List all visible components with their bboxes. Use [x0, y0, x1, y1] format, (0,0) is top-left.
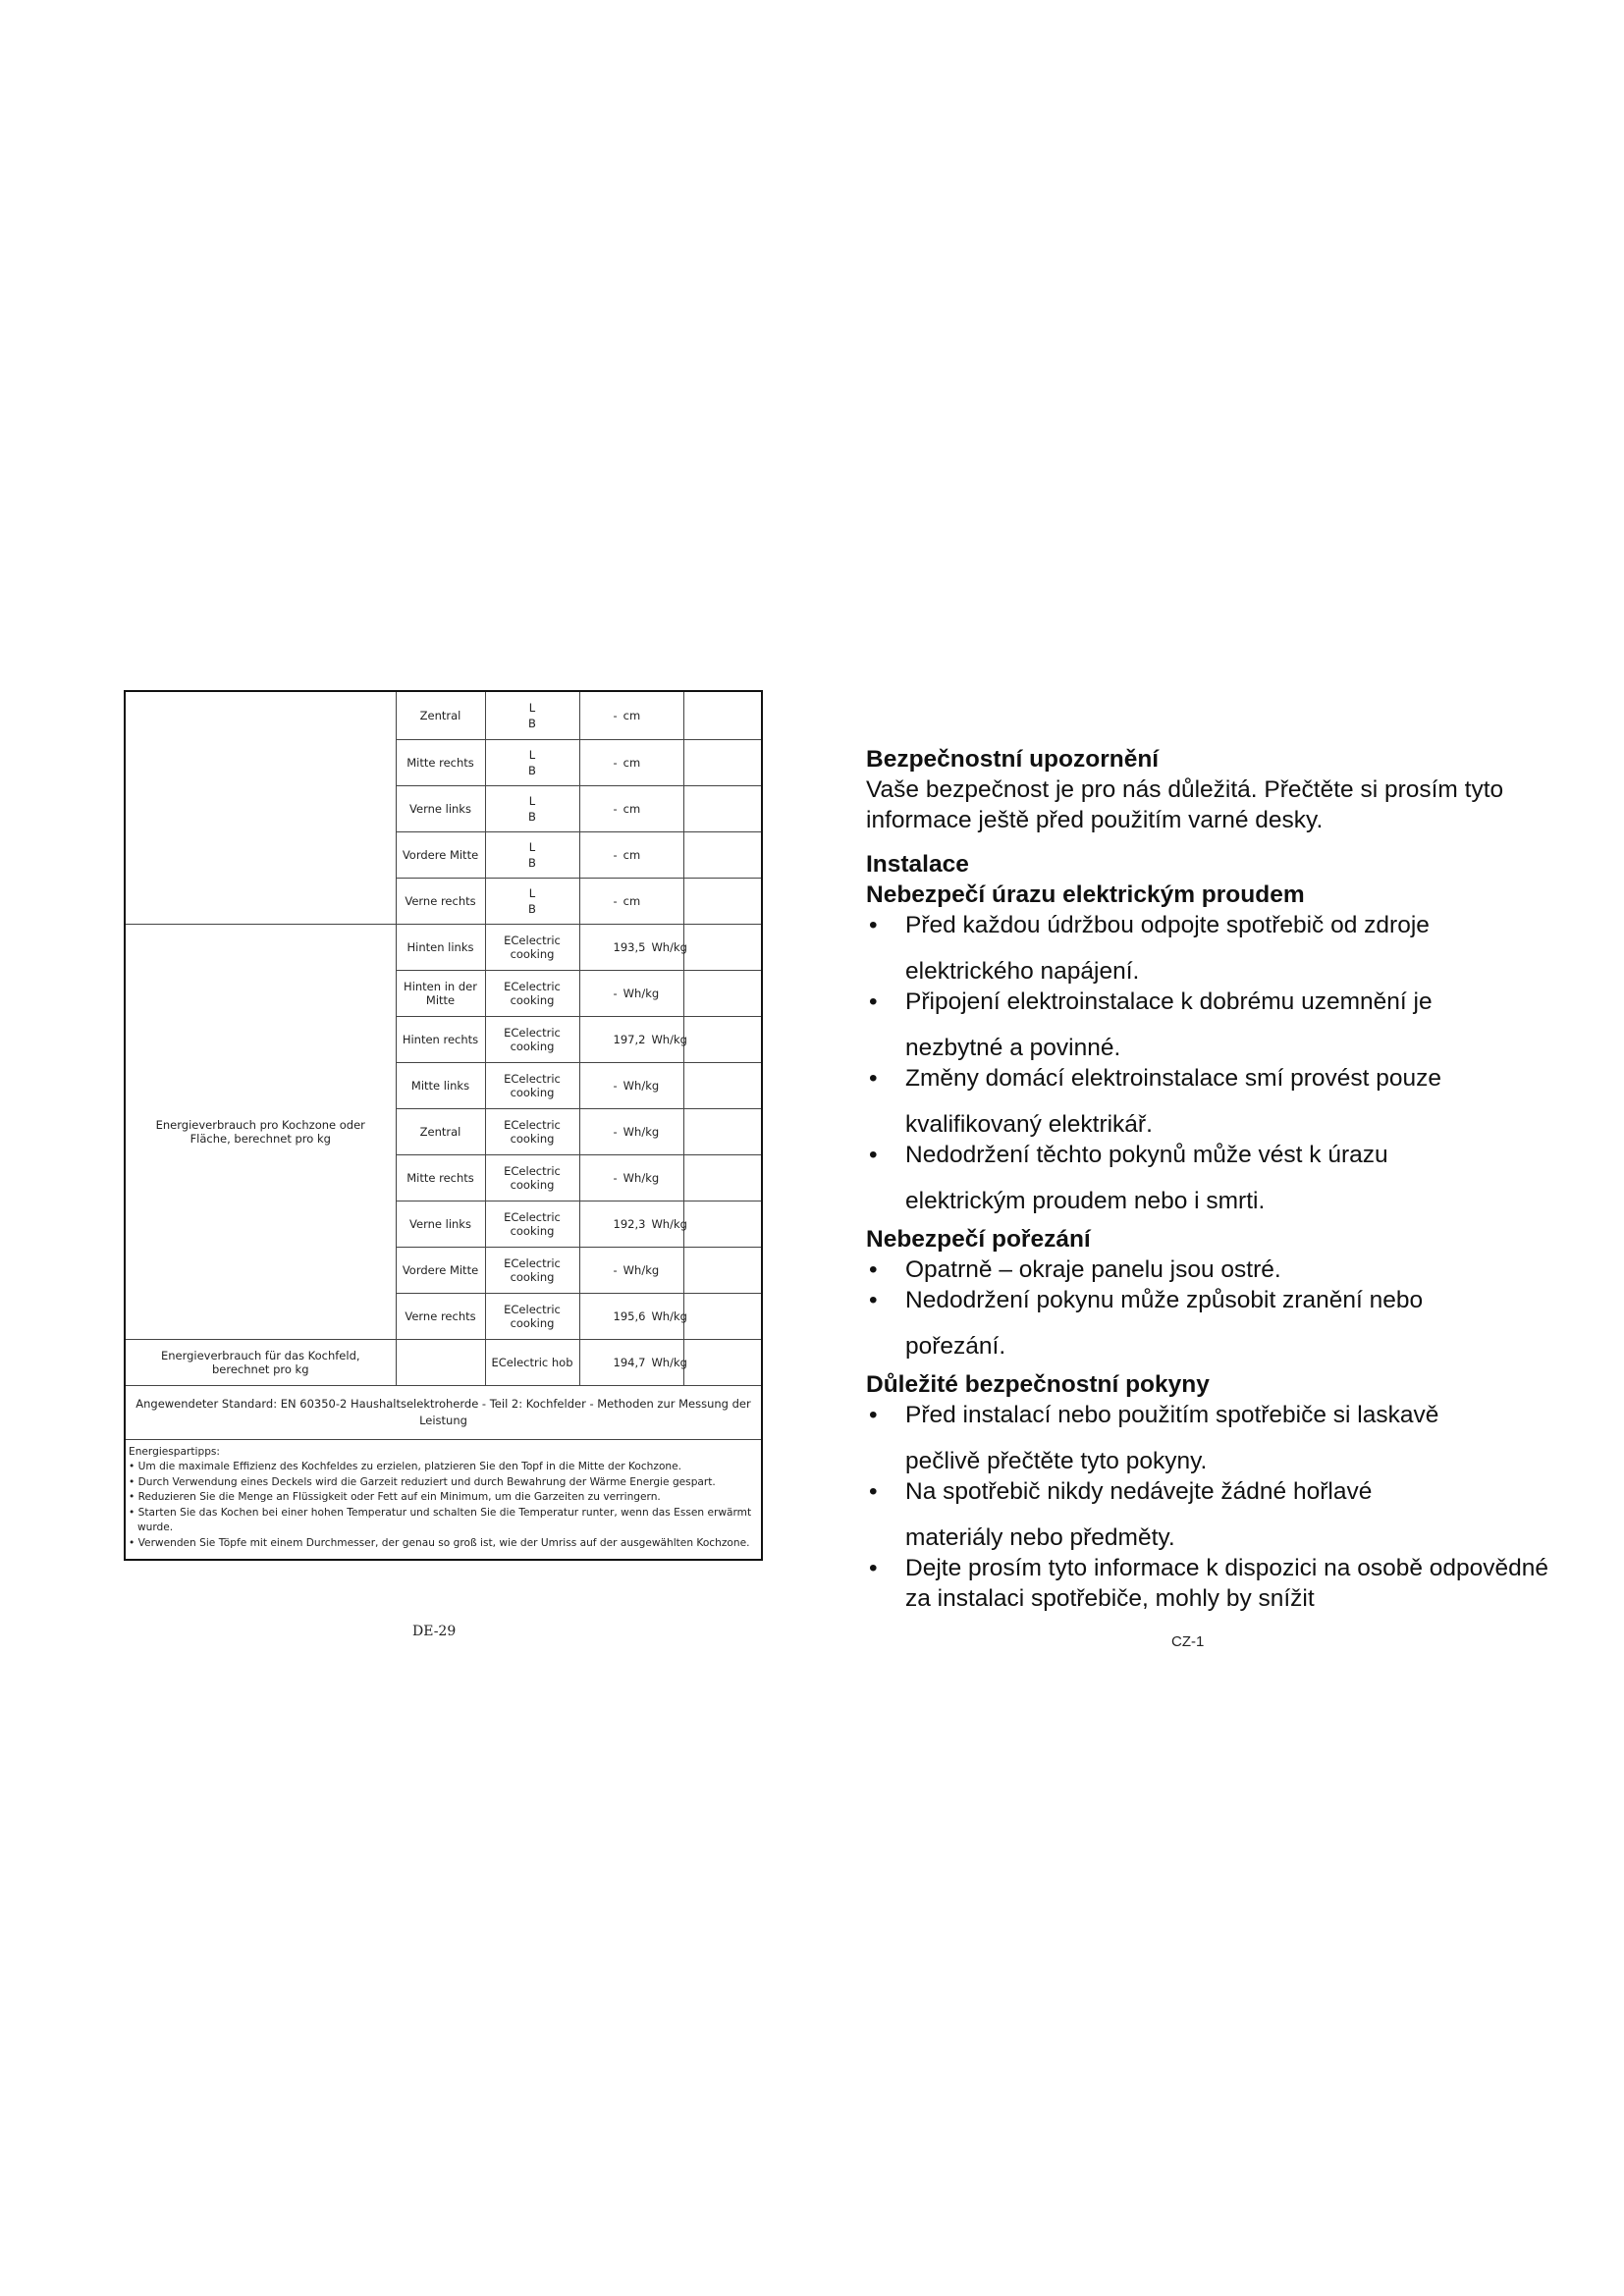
value-cell — [579, 831, 683, 878]
extra-cell — [683, 1016, 762, 1062]
code-cell: ECelectric cooking — [485, 1108, 579, 1154]
installation-heading: Instalace — [866, 851, 969, 878]
value-cell — [579, 1154, 683, 1201]
list-item — [866, 1476, 1553, 1553]
table-row — [125, 1385, 762, 1439]
zone-cell: Zentral — [396, 691, 485, 739]
unit-text: cm — [623, 801, 641, 816]
zone-cell: Verne rechts — [396, 878, 485, 924]
list-item-continuation: pořezání. — [905, 1333, 1006, 1360]
cut-heading: Nebezpečí pořezání — [866, 1226, 1091, 1253]
list-item-text: Připojení elektroinstalace k dobrému uzemnění je — [905, 988, 1433, 1015]
extra-cell — [683, 878, 762, 924]
unit-text: Wh/kg — [651, 939, 687, 954]
zone-cell: Mitte rechts — [396, 739, 485, 785]
bullet-icon: • — [869, 1478, 878, 1505]
list-item-continuation: pečlivě přečtěte tyto pokyny. — [905, 1448, 1208, 1474]
value-text: - — [613, 1078, 618, 1093]
code-l: L — [528, 839, 536, 854]
empty-zone-cell — [396, 1339, 485, 1385]
unit-text: Wh/kg — [651, 1308, 687, 1323]
list-item: • Reduzieren Sie die Menge an Flüssigkeit oder Fett auf ein Minimum, um die Garzeiten zu verringern. — [129, 1490, 759, 1506]
table-row — [125, 924, 762, 970]
value-text: 192,3 — [613, 1216, 646, 1231]
list-item-text: Nedodržení těchto pokynů může vést k úrazu — [905, 1142, 1388, 1168]
important-list — [866, 1400, 1553, 1614]
cut-section — [866, 1224, 1553, 1362]
code-cell: ECelectric cooking — [485, 1201, 579, 1247]
page-number-right: CZ-1 — [1171, 1633, 1205, 1650]
installation-section — [866, 849, 1553, 1216]
list-item-continuation: elektrickým proudem nebo i smrti. — [905, 1188, 1266, 1214]
code-cell: ECelectric cooking — [485, 1016, 579, 1062]
value-cell — [579, 1339, 687, 1385]
bullet-icon: • — [869, 1256, 878, 1283]
value-text: - — [613, 1170, 618, 1185]
important-heading: Důležité bezpečnostní pokyny — [866, 1371, 1210, 1398]
code-l: L — [528, 747, 536, 762]
value-cell — [579, 970, 683, 1016]
table-row — [125, 1339, 762, 1385]
safety-text-column — [866, 744, 1553, 1614]
value-text: - — [613, 1262, 618, 1277]
list-item-continuation: nezbytné a povinné. — [905, 1035, 1121, 1061]
list-item — [866, 1063, 1553, 1140]
list-item — [866, 1140, 1553, 1216]
value-text: 195,6 — [613, 1308, 646, 1323]
unit-text: Wh/kg — [623, 1170, 660, 1185]
list-item: • Um die maximale Effizienz des Kochfeldes zu erzielen, platzieren Sie den Topf in die Mitte der Kochzone. — [129, 1460, 759, 1475]
list-item — [866, 1400, 1553, 1476]
value-text: - — [613, 986, 618, 1000]
list-item — [866, 1553, 1553, 1614]
unit-text: Wh/kg — [651, 1032, 687, 1046]
zone-cell: Verne links — [396, 785, 485, 831]
value-text: - — [613, 1124, 618, 1139]
value-cell — [579, 785, 683, 831]
extra-cell — [683, 970, 762, 1016]
zone-cell: Mitte rechts — [396, 1154, 485, 1201]
extra-cell — [683, 1293, 762, 1339]
zone-cell: Vordere Mitte — [396, 831, 485, 878]
code-cell: ECelectric cooking — [485, 970, 579, 1016]
list-item-text: Opatrně – okraje panelu jsou ostré. — [905, 1256, 1281, 1283]
zone-energy-label: Energieverbrauch pro Kochzone oder Fläche, berechnet pro kg — [125, 924, 396, 1339]
unit-text: cm — [623, 755, 641, 770]
code-cell: ECelectric cooking — [485, 1293, 579, 1339]
extra-cell — [683, 1062, 762, 1108]
list-item — [866, 910, 1553, 987]
unit-text: Wh/kg — [623, 1124, 660, 1139]
table-row — [125, 1439, 762, 1560]
intro-paragraph: Vaše bezpečnost je pro nás důležitá. Přečtěte si prosím tyto informace ještě před použitím varné desky. — [866, 776, 1504, 833]
electric-list — [866, 910, 1553, 1216]
code-b: B — [528, 901, 536, 916]
extra-cell — [683, 1108, 762, 1154]
page-number-left: DE-29 — [412, 1624, 457, 1639]
electric-shock-heading: Nebezpečí úrazu elektrickým proudem — [866, 881, 1305, 908]
extra-cell — [683, 785, 762, 831]
extra-cell — [683, 1154, 762, 1201]
hob-energy-label: Energieverbrauch für das Kochfeld, berechnet pro kg — [125, 1339, 396, 1385]
value-text: - — [613, 847, 618, 862]
zone-cell: Zentral — [396, 1108, 485, 1154]
list-item: • Durch Verwendung eines Deckels wird die Garzeit reduziert und durch Bewahrung der Wärme Energie gespart. — [129, 1475, 759, 1491]
code-b: B — [528, 809, 536, 824]
code-cell — [485, 878, 579, 924]
value-cell — [579, 878, 683, 924]
value-cell — [579, 1062, 683, 1108]
list-item-text: Dejte prosím tyto informace k dispozici na osobě odpovědné za instalaci spotřebiče, mohly by snížit — [905, 1555, 1549, 1612]
unit-text: Wh/kg — [623, 1262, 660, 1277]
code-cell: ECelectric cooking — [485, 1154, 579, 1201]
zone-cell: Mitte links — [396, 1062, 485, 1108]
list-item-text: Na spotřebič nikdy nedávejte žádné hořlavé — [905, 1478, 1373, 1505]
extra-cell — [683, 1339, 762, 1385]
code-cell — [485, 691, 579, 739]
list-item — [866, 987, 1553, 1063]
important-section — [866, 1369, 1553, 1614]
code-cell: ECelectric cooking — [485, 924, 579, 970]
extra-cell — [683, 739, 762, 785]
value-text: - — [613, 801, 618, 816]
unit-text: Wh/kg — [651, 1216, 687, 1231]
cut-list — [866, 1255, 1553, 1362]
zone-cell: Hinten links — [396, 924, 485, 970]
bullet-icon: • — [869, 1402, 878, 1428]
value-text: - — [613, 893, 618, 908]
tips-list — [129, 1460, 759, 1551]
code-l: L — [528, 885, 536, 900]
extra-cell — [683, 1247, 762, 1293]
value-text: - — [613, 755, 618, 770]
code-b: B — [528, 716, 536, 730]
code-cell: ECelectric cooking — [485, 1062, 579, 1108]
page-title: Bezpečnostní upozornění — [866, 746, 1160, 773]
value-cell — [579, 1108, 683, 1154]
bullet-icon: • — [869, 1555, 878, 1581]
unit-text: Wh/kg — [623, 986, 660, 1000]
standard-note: Angewendeter Standard: EN 60350-2 Haushaltselektroherde - Teil 2: Kochfelder - Methoden zur Messung der Leistung — [125, 1385, 762, 1439]
bullet-icon: • — [869, 1142, 878, 1168]
list-item: • Verwenden Sie Töpfe mit einem Durchmesser, der genau so groß ist, wie der Umriss auf der ausgewählten Kochzone. — [129, 1536, 759, 1552]
list-item — [866, 1255, 1553, 1285]
list-item-continuation: kvalifikovaný elektrikář. — [905, 1111, 1153, 1138]
code-b: B — [528, 763, 536, 777]
energy-data-table — [124, 690, 763, 1561]
list-item: • Starten Sie das Kochen bei einer hohen Temperatur und schalten Sie die Temperatur runter, wenn das Essen erwärmt wurde. — [129, 1506, 759, 1536]
code-cell: ECelectric hob — [485, 1339, 579, 1385]
value-cell — [579, 924, 687, 970]
energy-tips — [125, 1439, 762, 1560]
list-item-text: Před instalací nebo použitím spotřebiče si laskavě — [905, 1402, 1439, 1428]
bullet-icon: • — [869, 1287, 878, 1313]
zone-cell: Verne links — [396, 1201, 485, 1247]
value-text: - — [613, 708, 618, 722]
unit-text: Wh/kg — [651, 1355, 687, 1369]
value-cell — [579, 1293, 687, 1339]
bullet-icon: • — [869, 912, 878, 938]
list-item-text: Nedodržení pokynu může způsobit zranění nebo — [905, 1287, 1424, 1313]
extra-cell — [683, 831, 762, 878]
extra-cell — [683, 691, 762, 739]
list-item-continuation: materiály nebo předměty. — [905, 1524, 1175, 1551]
list-item-text: Změny domácí elektroinstalace smí provést pouze — [905, 1065, 1442, 1092]
bullet-icon: • — [869, 1065, 878, 1092]
code-cell — [485, 739, 579, 785]
list-item-text: Před každou údržbou odpojte spotřebič od zdroje — [905, 912, 1430, 938]
zone-cell: Vordere Mitte — [396, 1247, 485, 1293]
code-l: L — [528, 793, 536, 808]
bullet-icon: • — [869, 988, 878, 1015]
code-b: B — [528, 855, 536, 870]
unit-text: cm — [623, 708, 641, 722]
value-cell — [579, 1016, 687, 1062]
value-cell — [579, 1201, 687, 1247]
list-item-continuation: elektrického napájení. — [905, 958, 1140, 985]
value-cell — [579, 739, 683, 785]
zone-cell: Hinten in der Mitte — [396, 970, 485, 1016]
extra-cell — [683, 1201, 762, 1247]
value-text: 197,2 — [613, 1032, 646, 1046]
value-text: 193,5 — [613, 939, 646, 954]
value-cell — [579, 1247, 683, 1293]
unit-text: cm — [623, 847, 641, 862]
value-text: 194,7 — [613, 1355, 646, 1369]
tips-title: Energiespartipps: — [129, 1445, 221, 1458]
table-row — [125, 691, 762, 739]
unit-text: Wh/kg — [623, 1078, 660, 1093]
code-cell — [485, 831, 579, 878]
value-cell — [579, 691, 683, 739]
code-cell: ECelectric cooking — [485, 1247, 579, 1293]
zone-cell: Hinten rechts — [396, 1016, 485, 1062]
empty-label-cell — [125, 691, 396, 924]
unit-text: cm — [623, 893, 641, 908]
code-l: L — [528, 700, 536, 715]
zone-cell: Verne rechts — [396, 1293, 485, 1339]
code-cell — [485, 785, 579, 831]
list-item — [866, 1285, 1553, 1362]
extra-cell — [683, 924, 762, 970]
